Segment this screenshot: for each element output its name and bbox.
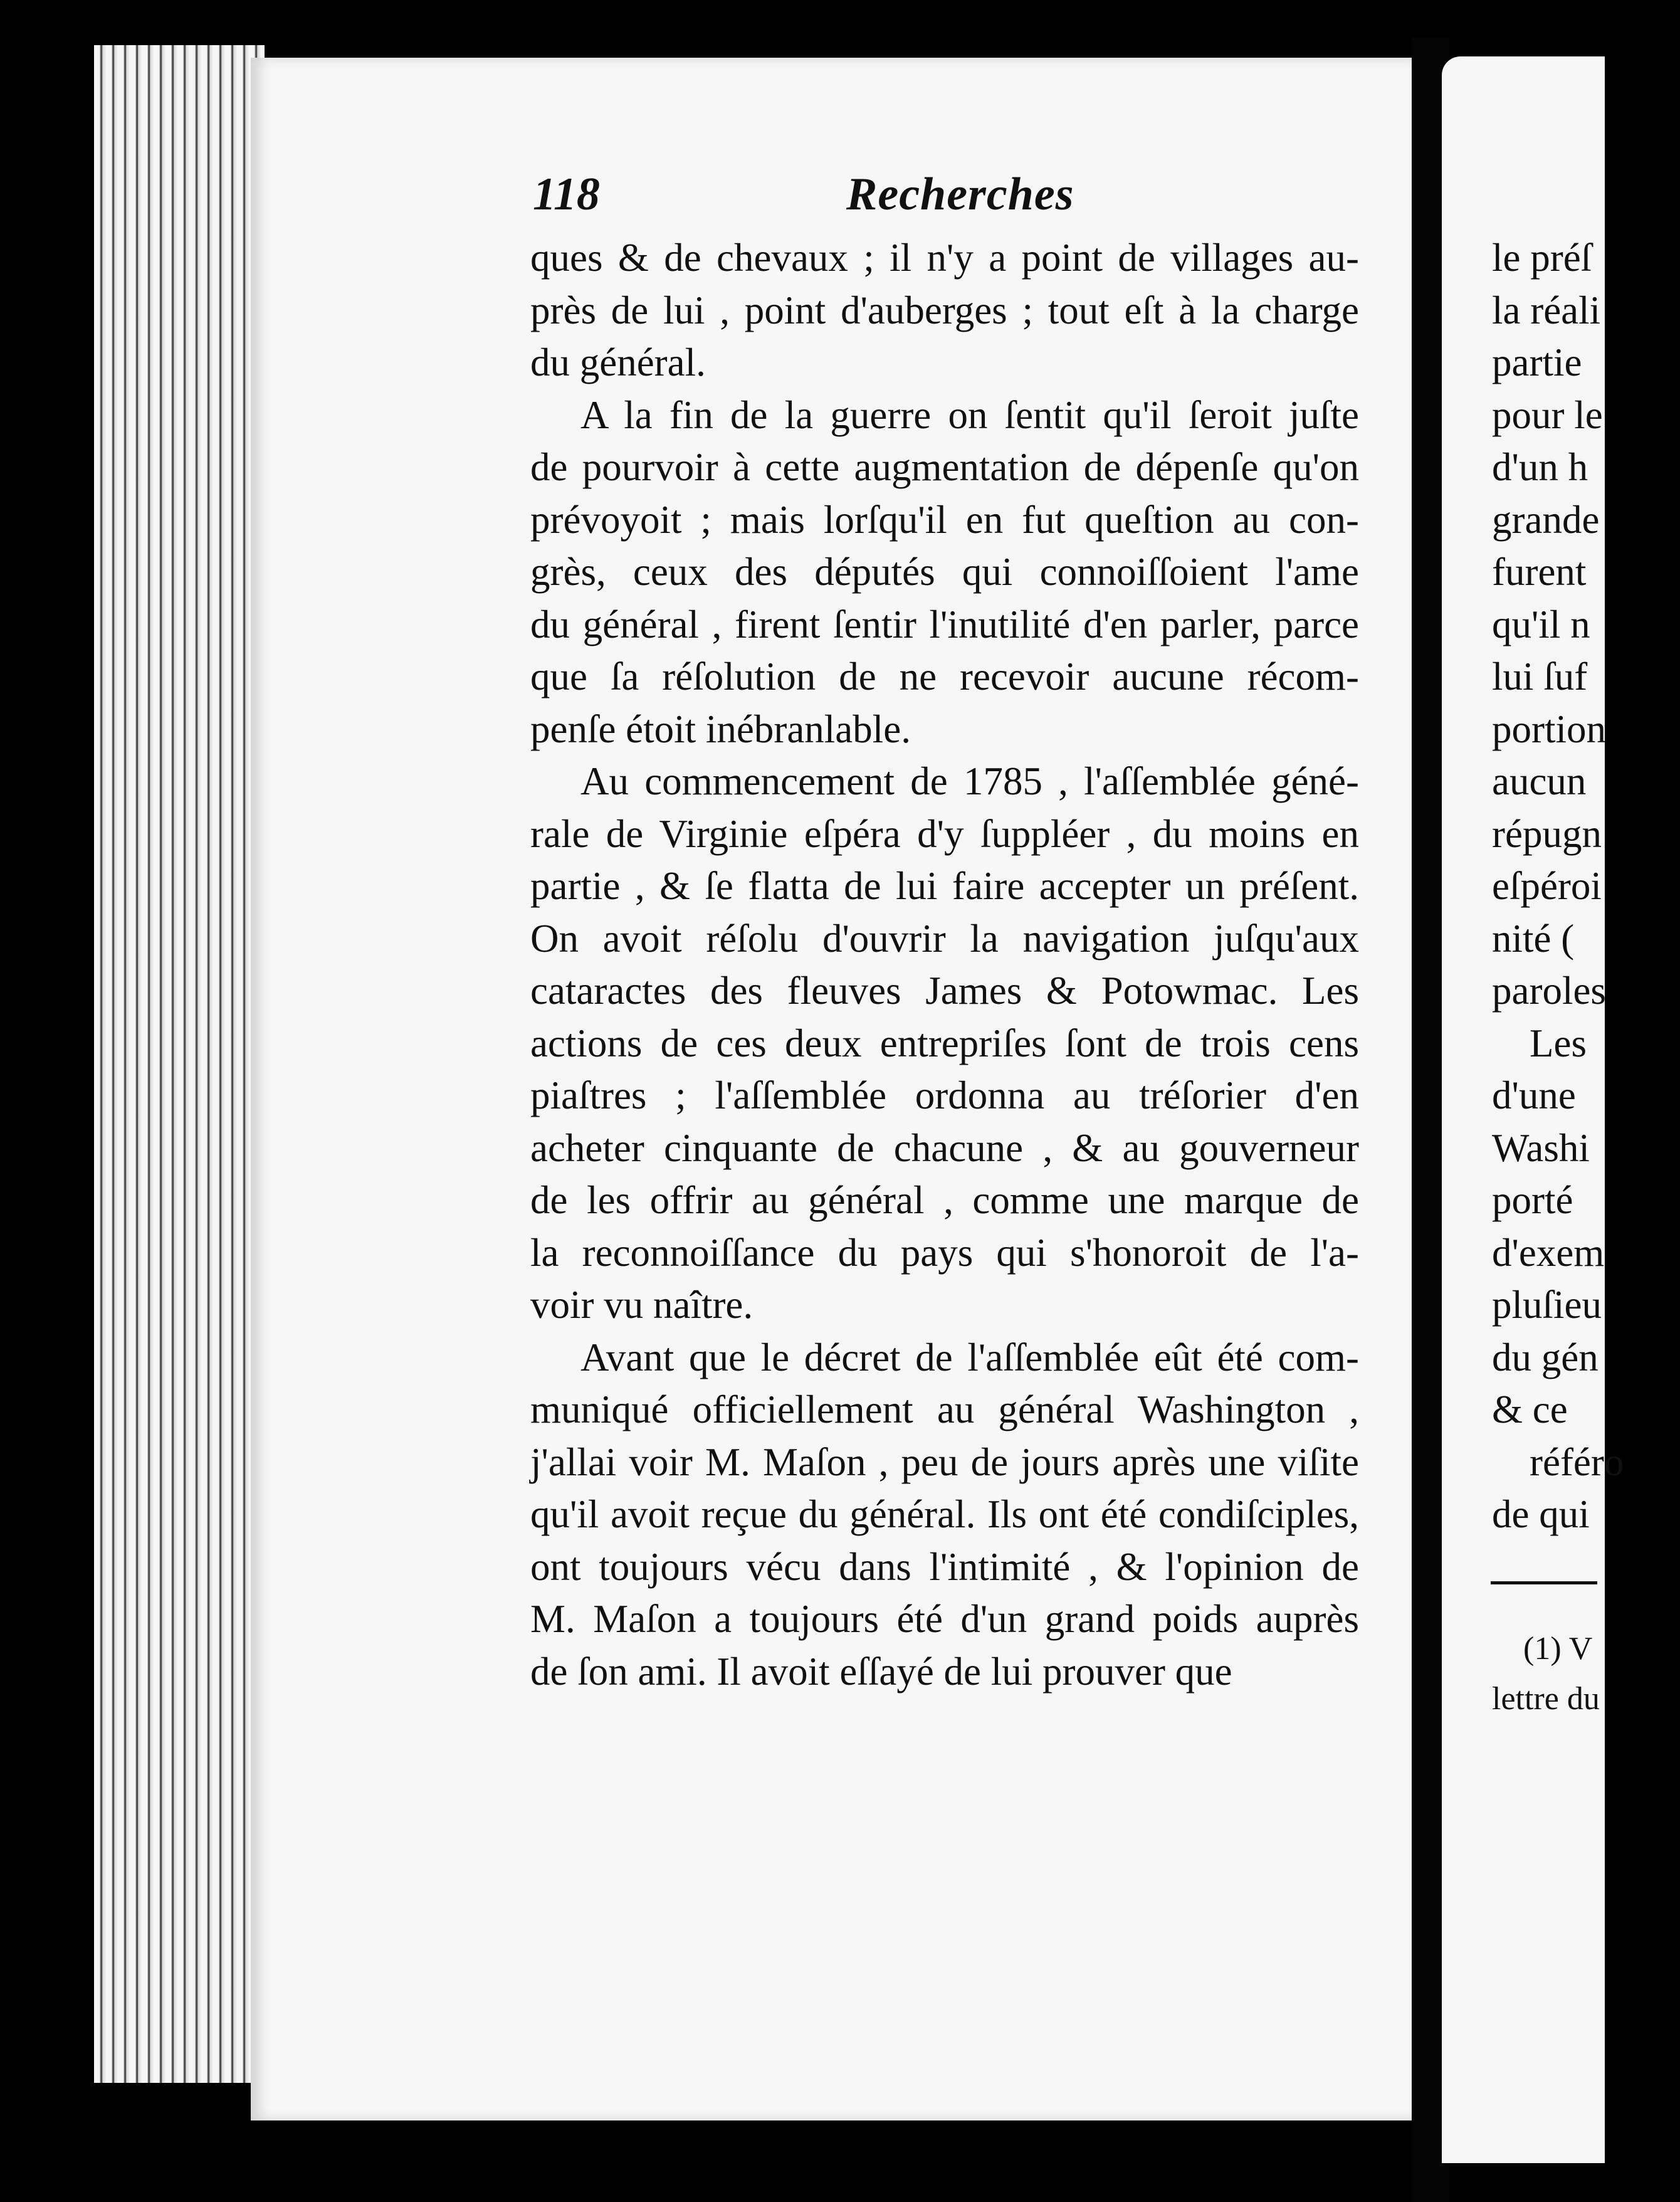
text-line: Avant que le décret de l'aſſemblée eût été com-: [580, 1335, 1359, 1379]
facing-text-line: partie: [1492, 340, 1582, 384]
text-line: cataractes des fleuves James & Potowmac. Les: [530, 969, 1359, 1013]
text-line: de pourvoir à cette augmentation de dépenſe qu'on: [530, 445, 1359, 489]
facing-page-footnote: [1492, 1624, 1680, 1724]
facing-text-line: porté: [1492, 1178, 1573, 1222]
text-line: de ſon ami. Il avoit eſſayé de lui prouver que: [530, 1649, 1232, 1694]
text-line: On avoit réſolu d'ouvrir la navigation juſqu'aux: [530, 916, 1359, 961]
footnote-line: lettre du: [1492, 1681, 1600, 1717]
facing-text-line: la réali: [1492, 288, 1601, 332]
facing-text-line: qu'il n: [1492, 602, 1590, 646]
text-line: la reconnoiſſance du pays qui s'honoroit de l'a-: [530, 1230, 1359, 1275]
page-number: 118: [533, 169, 600, 220]
text-line: muniqué officiellement au général Washington ,: [530, 1388, 1359, 1431]
text-line: que ſa réſolution de ne recevoir aucune récom-: [530, 655, 1359, 698]
facing-text-line: du gén: [1492, 1335, 1599, 1379]
main-text-block: [530, 232, 1359, 1698]
text-line: du général , firent ſentir l'inutilité d'en parler, parce: [530, 602, 1359, 646]
facing-text-line: répugn: [1492, 811, 1602, 856]
text-line: actions de ces deux entrepriſes ſont de trois cens: [530, 1021, 1359, 1065]
facing-text-line: furent: [1492, 550, 1587, 594]
text-line: partie , & ſe flatta de lui faire accepter un préſent.: [530, 864, 1359, 908]
facing-text-line: de qui: [1492, 1492, 1590, 1536]
text-line: acheter cinquante de chacune , & au gouverneur: [530, 1125, 1359, 1170]
facing-text-line: portion: [1492, 707, 1606, 751]
facing-text-line: & ce: [1492, 1388, 1568, 1431]
facing-text-line: Washi: [1492, 1125, 1590, 1170]
facing-page-text: [1492, 232, 1680, 1541]
facing-text-line: aucun: [1492, 759, 1587, 803]
facing-text-line: lui ſuf: [1492, 655, 1588, 698]
facing-text-line: le préſ: [1492, 236, 1592, 280]
facing-text-line: grande: [1492, 497, 1600, 542]
facing-text-line: référo: [1530, 1440, 1624, 1484]
footnote-line: (1) V: [1523, 1631, 1593, 1667]
facing-text-line: nité (: [1492, 916, 1575, 961]
facing-text-line: eſpéroi: [1492, 864, 1602, 908]
footnote-rule: [1491, 1581, 1597, 1584]
text-line: ques & de chevaux ; il n'y a point de villages au-: [530, 236, 1359, 280]
text-line: penſe étoit inébranlable.: [530, 707, 911, 751]
text-line: près de lui , point d'auberges ; tout eſt à la charge: [530, 288, 1359, 332]
text-line: prévoyoit ; mais lorſqu'il en fut queſtion au con-: [530, 497, 1359, 542]
text-line: A la fin de la guerre on ſentit qu'il ſeroit juſte: [580, 392, 1359, 437]
text-line: M. Maſon a toujours été d'un grand poids auprès: [530, 1597, 1359, 1641]
text-line: grès, ceux des députés qui connoiſſoient l'ame: [530, 550, 1359, 594]
facing-text-line: pour le: [1492, 392, 1603, 437]
text-line: rale de Virginie eſpéra d'y ſuppléer , du moins en: [530, 811, 1359, 856]
text-line: voir vu naître.: [530, 1283, 753, 1327]
running-head-title: Recherches: [846, 169, 1074, 220]
text-line: du général.: [530, 340, 706, 384]
text-line: de les offrir au général , comme une marque de: [530, 1178, 1359, 1222]
facing-text-line: pluſieu: [1492, 1283, 1602, 1327]
facing-text-line: d'exem: [1492, 1230, 1605, 1275]
page-edges: [94, 45, 265, 2083]
text-line: piaſtres ; l'aſſemblée ordonna au tréſorier d'en: [530, 1073, 1359, 1117]
text-line: Au commencement de 1785 , l'aſſemblée géné-: [580, 759, 1359, 803]
facing-text-line: Les: [1530, 1021, 1587, 1065]
text-line: j'allai voir M. Maſon , peu de jours après une viſite: [530, 1440, 1359, 1484]
text-line: qu'il avoit reçue du général. Ils ont été condiſciples,: [530, 1492, 1359, 1536]
facing-text-line: d'un h: [1492, 445, 1588, 489]
facing-text-line: d'une: [1492, 1073, 1576, 1117]
text-line: ont toujours vécu dans l'intimité , & l'opinion de: [530, 1544, 1359, 1589]
facing-text-line: paroles: [1492, 969, 1606, 1013]
